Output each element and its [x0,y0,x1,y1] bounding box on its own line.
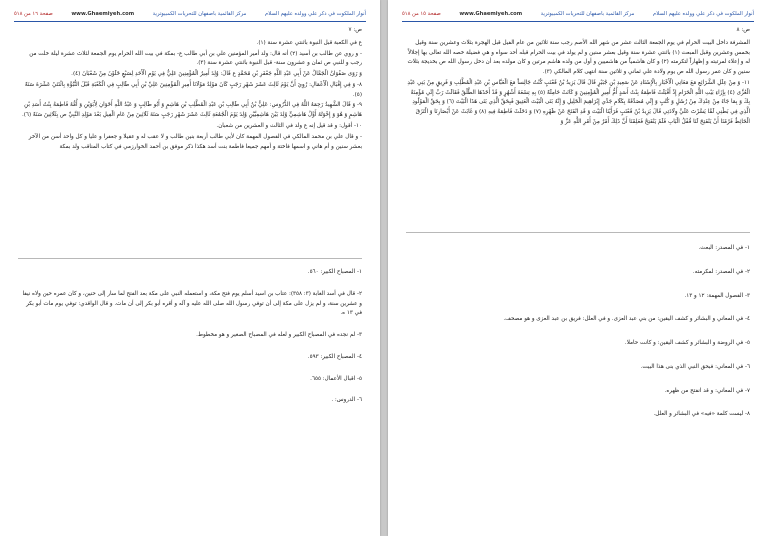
paragraph: وَ رَوَى صَفْوَانُ الْجَمَّالُ عَنْ أَبِي عَبْدِ اللَّهِ جَعْفَرِ بْنِ مُحَمَّدٍ ع قَالَ: وُلِدَ أَمِيرُ الْمُؤْمِنِينَ عَلِيٌّ فِي يَوْمِ الْأَحَدِ لِسَبْعٍ خَلَوْنَ مِنْ شَعْبَانَ (٤). [71,71,362,78]
paragraph: ١١- وَ مِنْ عِلَلِ الشَّرَائِعِ مَعَ مَعَانِي الْأَخْبَارِ بِالْإِسْنَادِ عَنْ سَعِيدِ بْنِ جُبَيْرٍ قَالَ قَالَ يَزِيدُ بْنُ قَعْنَبٍ كُنْتُ جَالِساً مَعَ الْعَبَّاسِ بْنِ عَبْدِ الْمُطَّلِبِ وَ فَرِيقٍ مِنْ بَنِي عَبْدِ الْعُزَّى (٤) بِإِزَاءِ بَيْتِ اللَّهِ الْحَرَامِ إِذْ أَقْبَلَتْ فَاطِمَةُ بِنْتُ أَسَدٍ أُمُّ أَمِيرِ الْمُؤْمِنِينَ وَ كَانَتْ حَامِلَةً (٥) بِهِ تِسْعَةَ أَشْهُرٍ وَ قَدْ أَخَذَهَا الطَّلْقُ فَقَالَتْ رَبِّ إِنِّي مُؤْمِنَةٌ بِكَ وَ بِمَا جَاءَ مِنْ عِنْدِكَ مِنْ رُسُلٍ وَ كُتُبٍ وَ إِنِّي مُصَدِّقَةٌ بِكَلَامِ جَدِّي إِبْرَاهِيمَ الْخَلِيلِ وَ إِنَّهُ بَنَى الْبَيْتَ الْعَتِيقَ فَبِحَقِّ الَّذِي بَنَى هَذَا الْبَيْتَ (٦) وَ بِحَقِّ الْمَوْلُودِ الَّذِي فِي بَطْنِي لَمَّا يَسَّرْتَ عَلَيَّ وِلَادَتِي قَالَ يَزِيدُ بْنُ قَعْنَبٍ فَرَأَيْنَا الْبَيْتَ وَ قَدِ انْفَتَحَ عَنْ ظَهْرِهِ (٧) وَ دَخَلَتْ فَاطِمَةُ فِيهِ (٨) وَ غَابَتْ عَنْ أَبْصَارِنَا وَ الْتَزَقَ الْحَائِطُ فَرُمْنَا أَنْ يَنْفَتِحَ لَنَا قُفْلُ الْبَابِ فَلَمْ يَنْفَتِحْ فَعَلِمْنَا أَنَّ ذَلِكَ أَمْرٌ مِنْ أَمْرِ اللَّهِ عَزَّ وَ [407,79,750,126]
header-rule [402,21,754,22]
footnote: ١- المصباح الكبير: ٥٦٠. [307,269,362,275]
paragraph: ٩- وَ قَالَ الشَّهِيدُ رَحِمَهُ اللَّهُ فِي الدُّرُوسِ: عَلِيُّ بْنُ أَبِي طَالِبِ بْنِ عَبْدِ الْمُطَّلِبِ بْنِ هَاشِمٍ وَ أَبُو طَالِبٍ وَ عَبْدُ اللَّهِ أَخَوَانِ لِأَبَوَيْنِ وَ أُمُّهُ فَاطِمَةُ بِنْتُ أَسَدِ بْنِ هَاشِمٍ وَ هُوَ وَ إِخْوَتُهُ أَوَّلُ هَاشِمِيٍّ وُلِدَ بَيْنَ هَاشِمِيَّيْنِ وُلِدَ يَوْمَ الْجُمُعَةِ ثَالِثَ عَشَرَ شَهْرِ رَجَبٍ سَنَةَ ثَلَاثِينَ مِنْ عَامِ الْفِيلِ بَعْدَ مَوْلِدِ النَّبِيِّ ص بِثَلَاثِينَ سَنَةً (٦). [21,102,362,119]
paragraph: ع في الكعبة قبل النبوة باثنتي عشرة سنة (١). [256,39,362,46]
paragraph: - و قال علي بن محمد المالكي في الفصول المهمة كان لأبي طالب أربعة بنين طالب و لا عقب له و عقيلا و جعفرا و عليا و كل واحد أسن من الآخر بعشر سنين و أم هاني و اسمها فاختة و أمهم جميعا فاطمة بنت أسد هكذا ذكر موفق بن أحمد الخوارزمي في كتاب المناقب ولد بمكة [28,133,362,150]
footnote: ٥- اقبال الأعمال: ٦٥٥. [310,375,362,382]
paragraph: ٨- وَ فِي إِقْبَالِ الْأَعْمَالِ: رُوِيَ أَنَّ يَوْمَ ثَالِثَ عَشَرَ شَهْرِ رَجَبٍ كَانَ مَوْلِدُ مَوْلَانَا أَمِيرِ الْمُؤْمِنِينَ عَلِيِّ بْنِ أَبِي طَالِبٍ فِي الْكَعْبَةِ قَبْلَ النُّبُوَّةِ بِاثْنَتَيْ عَشْرَةَ سَنَةً (٥). [24,81,362,98]
footnote: ٨- ليست كلمة «فيه» في البشائر و العلل. [653,411,750,418]
footnote: ٣- الفصول المهمة: ١٢ و ١٣. [684,292,750,299]
footnote-separator [406,232,750,233]
website-link[interactable]: www.Ghaemiyeh.com [71,11,135,17]
book-title: أنوار الملكوت في ذكر علي وولده عليهم السلام [264,11,366,17]
footnote: ٢- قال في أسد الغابة (٣: ٣٥٨): عتاب بن اسيد أسلم يوم فتح مكة، و استعمله النبي على مكة بعد الفتح لما سار إلى حنين، و كان عمره حين ولاه نيفا و عشرين سنة، و لم يزل على مكة إلى أن توفي رسول الله صلى الله عليه و آله و أقره أبو بكر إلى أن مات. و قال الواقدي: توفي يوم مات أبو بكر في ١٣ ه. [22,290,362,317]
footnote: ٦- في المعاني: فبحق النبي الذي بنى هذا البيت. [640,363,750,370]
footnote: ٣- لم نجده في المصباح الكبير و لعله في المصباح الصغير و هو مخطوط. [196,332,362,339]
footnote: ٤- المصباح الكبير: ٥٩٣. [307,353,362,360]
footnote: ١- في المصدر: البعث. [698,245,750,251]
paragraph: المشرفة داخل البيت الحرام في يوم الجمعة الثالث عشر من شهر الله الأصم رجب سنة ثلاثين من عام الفيل قبل الهجرة بثلاث وعشرين سنة وقيل بخمس وعشرين وقبل المبعث (١) باثنتي عشرة سنة وقيل بعشر سنين و لم يولد في بيت الحرام قبله أحد سواه و هي فضيلة خصه الله تعالى بها إجلالاً له و إعلاء لمرتبته و إظهاراً لتكرمته (٢) و كان هاشمياً من هاشميين و أول من ولده هاشم مرتين و كان مولده بعد أن دخل رسول الله ص بخديجة بثلاث سنين و كان عمر رسول الله ص يوم ولادة علي ثماني و ثلاثين سنة انتهى كلام المالكي (٣). [407,39,750,76]
footnote: ٤- في المعاني و البشائر و كشف اليقين: من بني عبد العزى. و في العلل: فريق بن عبد العزى و هو مصحف. [503,316,750,323]
footnote: ٧- في المعاني: و قد انفتح من ظهره. [664,387,750,394]
page-left [0,0,380,536]
page-number: ص: ٧ [348,27,362,33]
page-indicator: صفحة ١٥ من ٥١٨ [402,11,441,17]
page-number: ص: ٨ [736,27,750,33]
paragraph: ١٠- أقول: و قد قيل إنه ع ولد في الثالث و العشرين من شعبان. [216,123,362,130]
book-title: أنوار الملكوت في ذكر علي وولده عليهم السلام [652,11,754,17]
footnotes [406,244,750,420]
main-text [406,26,750,129]
center-name: مركز القائمية باصفهان للتحريات الكمبيوترية [540,11,635,17]
center-name: مركز القائمية باصفهان للتحريات الكمبيوترية [152,11,247,17]
website-link[interactable]: www.Ghaemiyeh.com [459,11,523,17]
page-right [388,0,768,536]
footnotes [18,268,362,406]
footnote: ٥- في الروضة و البشائر و كشف اليقين: و كانت حاملا. [624,340,750,347]
header-rule [14,21,366,22]
page-indicator: صفحة ١٦ من ٥١٨ [14,11,53,17]
page-header [402,8,754,20]
footnote: ٦- الدروس: . [331,397,362,404]
paragraph: - و روي عن طالب بن أسيد (٢) أنه قال: ولد أمير المؤمنين علي بن أبي طالب ع- بمكة في بيت الله الحرام يوم الجمعة لثلاث عشرة ليلة خلت من رجب و للنبي ص ثمان و عشرون سنة- قبل النبوة باثنتي عشرة سنة (٣). [29,50,362,67]
page-header [14,8,366,20]
main-text [18,26,362,153]
footnote: ٢- في المصدر: لمكرمته. [692,268,750,275]
footnote-separator [18,258,362,259]
